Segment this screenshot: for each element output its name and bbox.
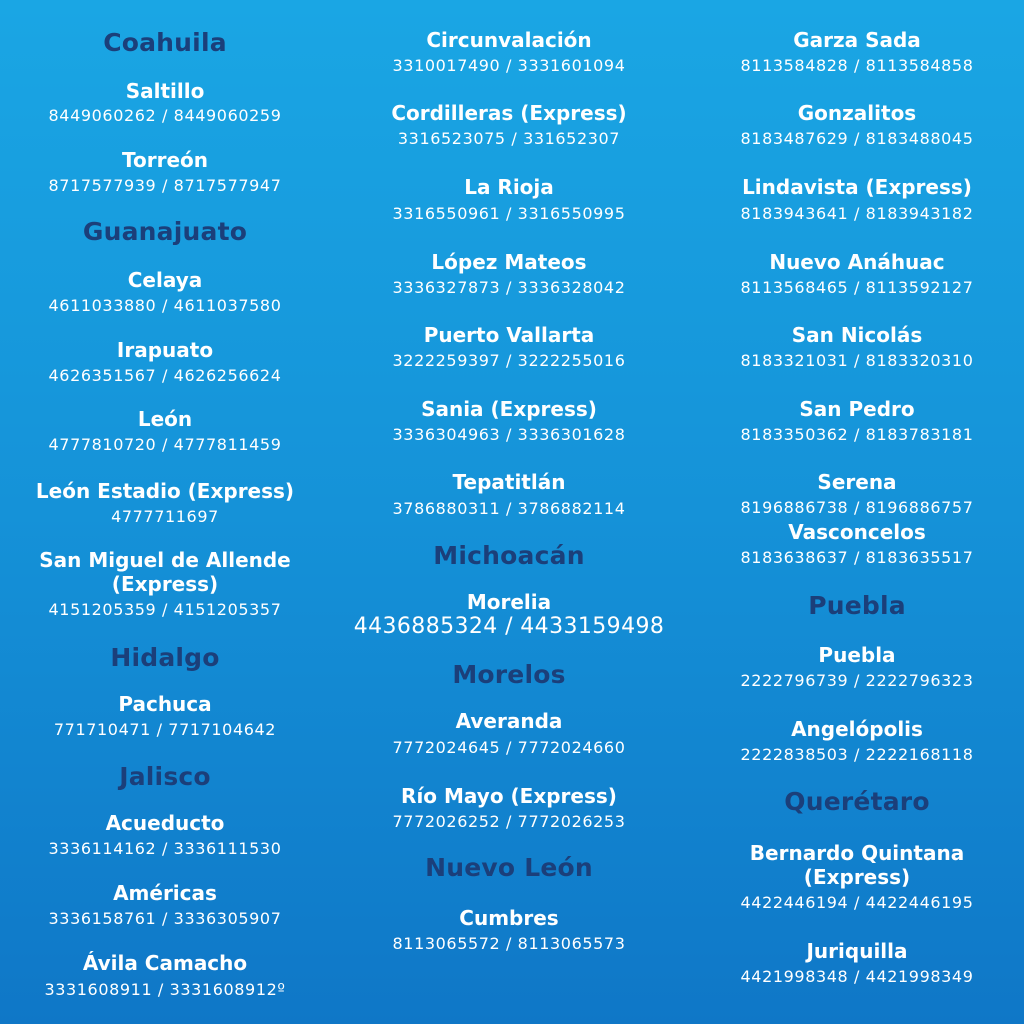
branch-name-bernardo-quintana: [687, 841, 1024, 889]
state-heading-puebla: Puebla: [808, 591, 906, 620]
branch-phone-gonzalitos[interactable]: 8183487629 / 8183488045: [740, 129, 974, 148]
branch-phone-cordilleras[interactable]: 3316523075 / 331652307: [397, 129, 621, 148]
branch-phone-san-pedro[interactable]: 8183350362 / 8183783181: [740, 425, 974, 444]
branch-phone-americas[interactable]: 3336158761 / 3336305907: [48, 909, 282, 928]
branch-name-morelia: Morelia: [466, 590, 552, 614]
branch-name-avila-camacho: Ávila Camacho: [82, 951, 248, 975]
branch-name-angelopolis: Angelópolis: [791, 717, 923, 741]
branch-phone-acueducto[interactable]: 3336114162 / 3336111530: [48, 839, 282, 858]
branch-name-celaya: Celaya: [127, 268, 203, 292]
branch-phone-rio-mayo[interactable]: 7772026252 / 7772026253: [392, 812, 626, 831]
state-heading-hidalgo: Hidalgo: [110, 643, 220, 672]
branch-phone-puebla[interactable]: 2222796739 / 2222796323: [740, 671, 974, 690]
branch-name-irapuato: Irapuato: [116, 338, 214, 362]
state-heading-guanajuato: Guanajuato: [82, 217, 248, 246]
branch-name-san-pedro: San Pedro: [799, 397, 915, 421]
branch-phone-tepatitlan[interactable]: 3786880311 / 3786882114: [392, 499, 626, 518]
branch-name-cumbres: Cumbres: [459, 906, 559, 930]
branch-name-nuevo-anahuac: Nuevo Anáhuac: [769, 250, 945, 274]
branch-phone-cumbres[interactable]: 8113065572 / 8113065573: [392, 934, 626, 953]
branch-name-pachuca: Pachuca: [118, 692, 212, 716]
branch-name-juriquilla: Juriquilla: [806, 939, 908, 963]
branch-name-garza-sada: Garza Sada: [793, 28, 921, 52]
branch-phone-lopez-mateos[interactable]: 3336327873 / 3336328042: [392, 278, 626, 297]
branch-phone-puerto-vallarta[interactable]: 3222259397 / 3222255016: [392, 351, 626, 370]
branch-name-vasconcelos: Vasconcelos: [788, 520, 926, 544]
branch-name-sania: Sania (Express): [421, 397, 597, 421]
branch-phone-celaya[interactable]: 4611033880 / 4611037580: [48, 296, 282, 315]
branch-phone-juriquilla[interactable]: 4421998348 / 4421998349: [740, 967, 974, 986]
branch-name-cordilleras: Cordilleras (Express): [391, 101, 627, 125]
state-heading-morelos: Morelos: [452, 660, 566, 689]
branch-phone-pachuca[interactable]: 771710471 / 7717104642: [53, 720, 277, 739]
branch-phone-leon-estadio[interactable]: 4777711697: [111, 507, 219, 526]
branch-phone-la-rioja[interactable]: 3316550961 / 3316550995: [392, 204, 626, 223]
branch-name-averanda: Averanda: [455, 709, 563, 733]
state-heading-michoacan: Michoacán: [433, 541, 585, 570]
branch-name-san-miguel-de-allende: [0, 548, 335, 596]
branch-phone-leon[interactable]: 4777810720 / 4777811459: [48, 435, 282, 454]
branch-name-line: (Express): [111, 572, 219, 596]
state-heading-nuevo-leon: Nuevo León: [425, 853, 593, 882]
branch-name-acueducto: Acueducto: [105, 811, 225, 835]
branch-name-saltillo: Saltillo: [125, 79, 205, 103]
branch-name-lopez-mateos: López Mateos: [431, 250, 587, 274]
branch-phone-bernardo-quintana[interactable]: 4422446194 / 4422446195: [740, 893, 974, 912]
branch-phone-angelopolis[interactable]: 2222838503 / 2222168118: [740, 745, 974, 764]
branch-phone-san-nicolas[interactable]: 8183321031 / 8183320310: [740, 351, 974, 370]
branch-name-line: San Miguel de Allende: [39, 548, 291, 572]
branch-phone-sania[interactable]: 3336304963 / 3336301628: [392, 425, 626, 444]
branch-name-gonzalitos: Gonzalitos: [797, 101, 917, 125]
branch-phone-saltillo[interactable]: 8449060262 / 8449060259: [48, 106, 282, 125]
branch-name-serena: Serena: [817, 470, 897, 494]
branch-phone-avila-camacho[interactable]: 3331608911 / 3331608912º: [44, 980, 286, 999]
branch-phone-circunvalacion[interactable]: 3310017490 / 3331601094: [392, 56, 626, 75]
state-heading-coahuila: Coahuila: [103, 28, 227, 57]
branch-phone-torreon[interactable]: 8717577939 / 8717577947: [48, 176, 282, 195]
branch-name-puebla: Puebla: [818, 643, 896, 667]
branch-phone-serena[interactable]: 8196886738 / 8196886757: [740, 498, 974, 517]
branch-name-leon: León: [137, 407, 193, 431]
branch-name-line: (Express): [803, 865, 911, 889]
state-heading-jalisco: Jalisco: [119, 762, 211, 791]
branch-name-rio-mayo: Río Mayo (Express): [401, 784, 617, 808]
branch-name-leon-estadio: León Estadio (Express): [35, 479, 295, 503]
branch-name-torreon: Torreón: [122, 148, 208, 172]
branch-name-lindavista: Lindavista (Express): [742, 175, 972, 199]
branch-phone-vasconcelos[interactable]: 8183638637 / 8183635517: [740, 548, 974, 567]
state-heading-queretaro: Querétaro: [784, 787, 930, 816]
branch-phone-morelia[interactable]: 4436885324 / 4433159498: [353, 614, 665, 639]
branch-phone-garza-sada[interactable]: 8113584828 / 8113584858: [740, 56, 974, 75]
branch-phone-san-miguel-de-allende[interactable]: 4151205359 / 4151205357: [48, 600, 282, 619]
branch-phone-averanda[interactable]: 7772024645 / 7772024660: [392, 738, 626, 757]
branch-phone-lindavista[interactable]: 8183943641 / 8183943182: [740, 204, 974, 223]
branch-name-americas: Américas: [113, 881, 217, 905]
branch-phone-irapuato[interactable]: 4626351567 / 4626256624: [48, 366, 282, 385]
branch-name-tepatitlan: Tepatitlán: [452, 470, 566, 494]
branch-name-circunvalacion: Circunvalación: [426, 28, 592, 52]
branch-name-san-nicolas: San Nicolás: [791, 323, 923, 347]
branch-name-puerto-vallarta: Puerto Vallarta: [423, 323, 595, 347]
branch-name-line: Bernardo Quintana: [749, 841, 965, 865]
branch-name-la-rioja: La Rioja: [464, 175, 554, 199]
branch-phone-nuevo-anahuac[interactable]: 8113568465 / 8113592127: [740, 278, 974, 297]
